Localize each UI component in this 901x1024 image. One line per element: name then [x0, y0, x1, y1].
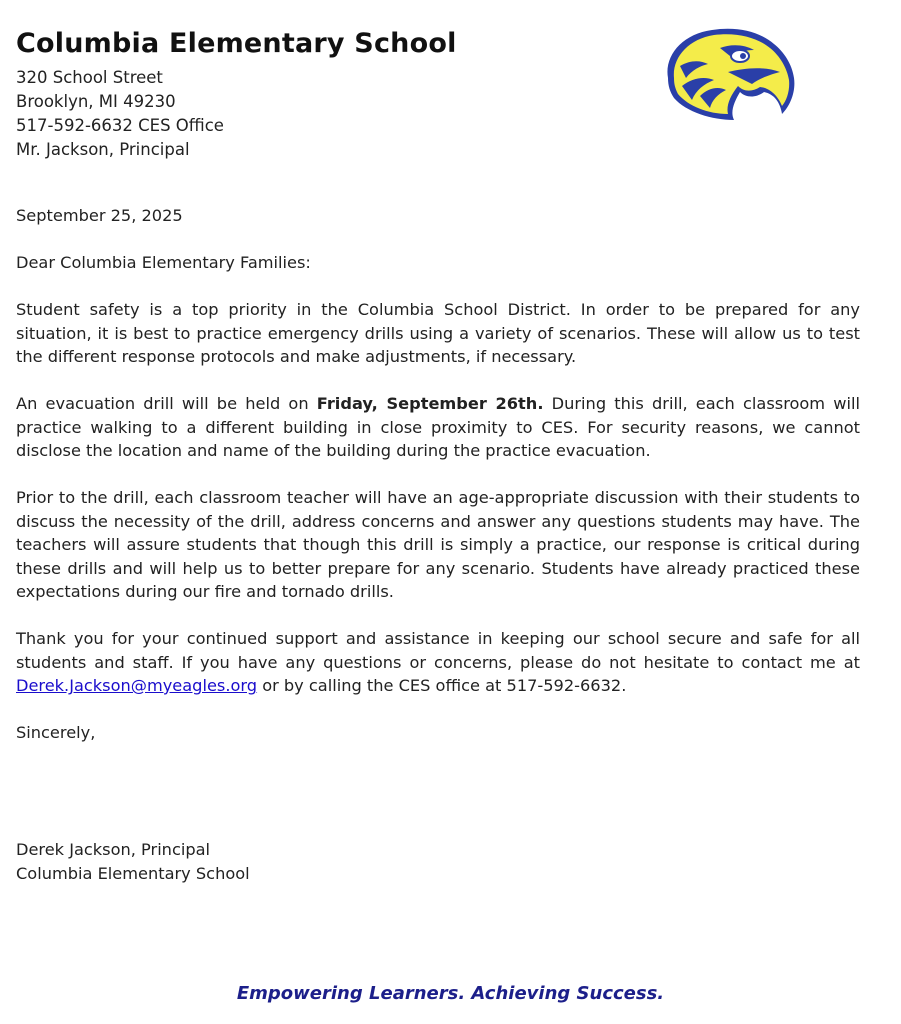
eagle-mascot-icon [660, 26, 798, 122]
email-link[interactable]: Derek.Jackson@myeagles.org [16, 676, 258, 695]
paragraph-contact-rest: or by calling the CES office at 517-592-6632. [257, 676, 627, 695]
address-street: 320 School Street [16, 68, 163, 87]
letter-date: September 25, 2025 [16, 206, 183, 225]
letterhead [16, 26, 457, 162]
address-phone: 517-592-6632 CES Office [16, 116, 224, 135]
signature-name: Derek Jackson, Principal [16, 840, 211, 859]
paragraph-drill [16, 392, 860, 463]
signature-school: Columbia Elementary School [16, 863, 250, 883]
drill-date: Friday, September 26th. [316, 394, 544, 413]
signature-space [16, 768, 860, 838]
paragraph-discussion: Prior to the drill, each classroom teacher will have an age-appropriate discussion with their students to discuss the necessity of the drill, address concerns and answer any questions students may have. The teachers will assure students that though this drill is simply a practice, our response is critical during these drills and will help us to better prepare for any scenario. Students have already practiced these expectations during our fire and tornado drills. [16, 488, 860, 601]
paragraph-safety: Student safety is a top priority in the Columbia School District. In order to be prepared for any situation, it is best to practice emergency drills using a variety of scenarios. These will allow us to test the different response protocols and make adjustments, if necessary. [16, 300, 860, 366]
paragraph-contact-intro: Thank you for your continued support and assistance in keeping our school secure and safe for all students and staff. If you have any questions or concerns, please do not hesitate to contact me at [16, 629, 860, 672]
paragraph-drill-intro: An evacuation drill will be held on [16, 394, 317, 413]
salutation: Dear Columbia Elementary Families: [16, 253, 311, 272]
paragraph-drill-rest: During this drill, each classroom will practice walking to a different building in close proximity to CES. For security reasons, we cannot disclose the location and name of the building during the practice evacuation. [16, 394, 860, 460]
letter-body [16, 204, 860, 885]
closing: Sincerely, [16, 723, 96, 742]
address-principal: Mr. Jackson, Principal [16, 140, 190, 159]
footer-tagline: Empowering Learners. Achieving Success. [236, 983, 665, 1004]
school-name: Columbia Elementary School [16, 28, 457, 59]
address-city: Brooklyn, MI 49230 [16, 92, 176, 111]
paragraph-contact [16, 627, 860, 698]
